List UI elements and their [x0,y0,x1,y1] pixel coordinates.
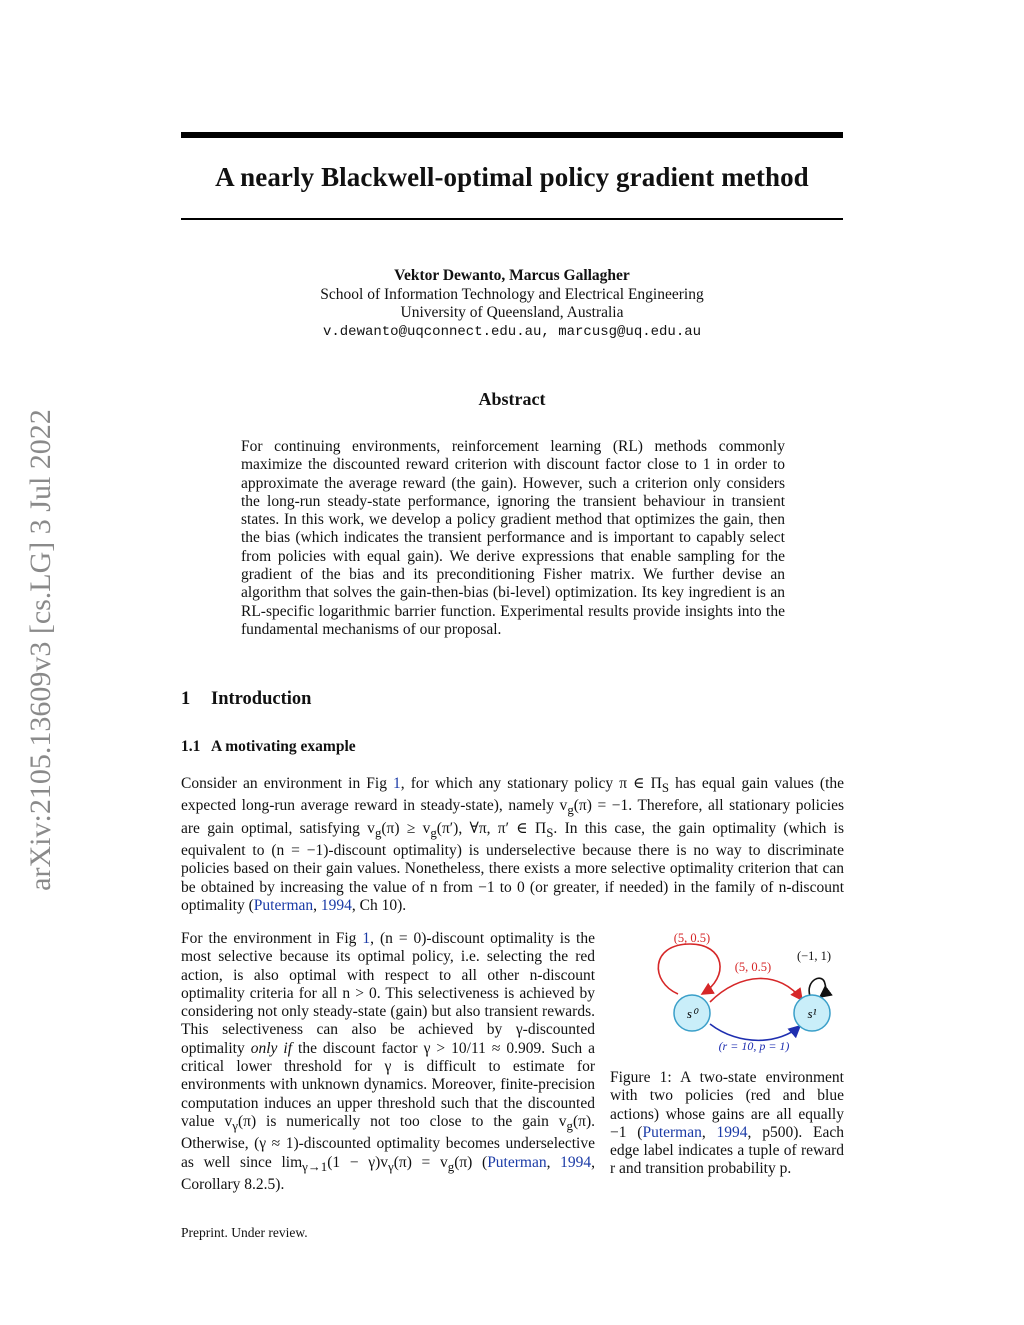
section-heading [181,689,311,710]
figure-link[interactable]: 1 [362,930,371,947]
self-loop-label: (−1, 1) [796,949,832,963]
author-emails[interactable]: v.dewanto@uqconnect.edu.au, marcusg@uq.edu.au [322,323,702,340]
figure-caption: Figure 1: A two-state environment with two policies (red and blue actions) whose gains are all equally −1 (Puterman, 1994, p500). Each edge label indicates a tuple of reward r and transition probability p. [610,1069,845,1178]
abstract-text: For continuing environments, reinforcement learning (RL) methods commonly maximize the discounted reward criterion with discount factor close to 1 in order to approximate the average reward (the gain). However, such a criterion only considers the long-run steady-state performance, ignoring the transient behaviour in transient states. In this work, we develop a policy gradient method that optimizes the gain, then the bias (which indicates the transient performance and is important to capably select from policies with equal gain). We derive expressions that enable sampling for the gradient of the bias and its preconditioning Fisher matrix. We further devise an algorithm that solves the gain-then-bias (bi-level) optimization. Its key ingredient is an RL-specific logarithmic barrier function. Experimental results provide insights into the fundamental mechanisms of our proposal. [241,438,785,638]
red-loop-label: (5, 0.5) [673,931,711,945]
subsection-number: 1.1 [181,738,201,755]
subsection-heading [181,738,356,756]
red-edge [710,978,802,1002]
blue-edge [710,1024,800,1040]
figure-link[interactable]: 1 [393,775,401,792]
blue-edge-label: (r = 10, p = 1) [718,1039,790,1053]
subsection-title: A motivating example [211,738,356,755]
footer-note: Preprint. Under review. [181,1225,308,1240]
red-edge-label: (5, 0.5) [734,960,772,974]
citation-link[interactable]: Puterman [253,897,314,915]
citation-year-link[interactable]: 1994 [716,1123,748,1141]
intro-paragraph-1: Consider an environment in Fig 1, for which any stationary policy π ∈ $\Pi_S$ has equal gain values (the expected long-run average reward in steady-state), namely $v_g(\pi) = -1$. Therefore, all stationary policies are gain optimal, satisfying $v_g(\pi) \ge v_g(\pi')$, ∀π, π′ ∈ $\Pi_S$. In this case, the gain optimality (which is equivalent to (n = −1)-discount optimality) is underselective because there is no way to discriminate policies based on their gain values. Nonetheless, there exists a more selective optimality criterion that can be obtained by increasing the value of n from −1 to 0 (or greater, if needed) in the family of n-discount optimality (Puterman, 1994, Ch 10). [181,775,845,915]
arxiv-side-stamp: arXiv:2105.13609v3 [cs.LG] 3 Jul 2022 [24,409,57,891]
citation-link[interactable]: Puterman [642,1123,702,1141]
intro-paragraph-2: For the environment in Fig 1, (n = 0)-discount optimality is the most selective because its optimal policy, i.e. selecting the red action, is also optimal with respect to all other n-discount optimality criteria for all n > 0. This selectiveness is achieved by considering not only steady-state (gain) but also transient rewards. This selectiveness can also be achieved by γ-discounted optimality only if the discount factor γ > 10/11 ≈ 0.909. Such a critical lower threshold for γ is difficult to estimate for environments with unknown dynamics. Moreover, finite-precision computation induces an upper threshold such that the discounted value $v_\gamma(\pi)$ is numerically not too close to the gain $v_g(\pi)$. Otherwise, (γ ≈ 1)-discounted optimality becomes underselective as well since $\lim_{\gamma\to 1}(1 - \gamma)v_\gamma(\pi) = v_g(\pi)$ (Puterman, 1994, Corollary 8.2.5). [181,930,596,1194]
section-number: 1 [181,689,191,709]
title-rule [181,218,843,220]
citation-link[interactable]: Puterman [487,1153,547,1171]
section-title: Introduction [211,689,312,709]
citation-year-link[interactable]: 1994 [560,1153,592,1171]
author-block [181,267,843,341]
affiliation-line-2: University of Queensland, Australia [400,304,624,321]
black-self-loop [809,978,826,997]
top-rule [181,132,843,138]
affiliation-line-1: School of Information Technology and Electrical Engineering [320,285,704,303]
state-1-label: s¹ [807,1006,817,1021]
red-self-loop [658,944,720,994]
paper-title: A nearly Blackwell-optimal policy gradient method [215,162,809,192]
abstract-heading: Abstract [478,389,546,409]
author-names: Vektor Dewanto, Marcus Gallagher [394,267,630,284]
state-0-label: s⁰ [686,1006,698,1021]
figure-1-diagram [640,922,850,1062]
citation-year-link[interactable]: 1994 [320,897,352,915]
